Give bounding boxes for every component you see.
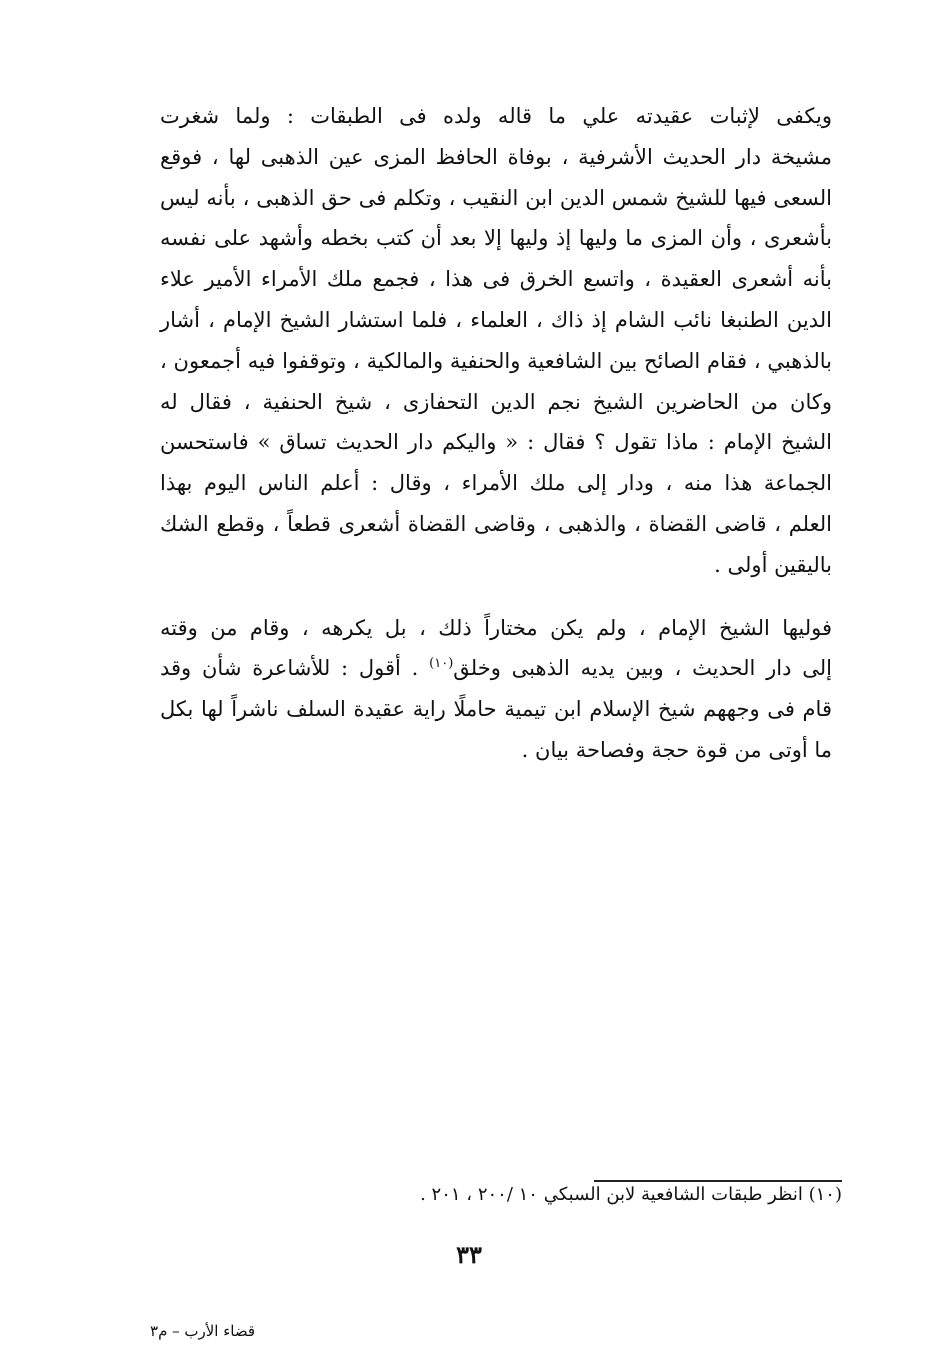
text-line: الجماعة هذا منه ، ودار إلى ملك الأمراء ، وقال : أعلم الناس اليوم بهذا xyxy=(160,471,832,496)
footnote: (١٠) انظر طبقات الشافعية لابن السبكي ١٠ /٢٠٠ ، ٢٠١ . xyxy=(420,1184,842,1205)
text-segment: إلى دار الحديث ، وبين يديه الذهبى وخلق xyxy=(453,656,832,681)
text-line: قام فى وجههم شيخ الإسلام ابن تيمية حاملًا راية عقيدة السلف ناشراً لها بكل xyxy=(160,697,832,722)
paragraph-1 xyxy=(160,96,832,586)
text-line: بأنه أشعرى العقيدة ، واتسع الخرق فى هذا ، فجمع ملك الأمراء الأمير علاء xyxy=(160,267,832,292)
text-line: مشيخة دار الحديث الأشرفية ، بوفاة الحافظ المزى عين الذهبى لها ، فوقع xyxy=(160,144,832,169)
text-line: وكان من الحاضرين الشيخ نجم الدين التحفازى ، شيخ الحنفية ، فقال له xyxy=(160,389,832,414)
text-line: ويكفى لإثبات عقيدته علي ما قاله ولده فى الطبقات : ولما شغرت xyxy=(160,104,832,128)
text-line: العلم ، قاضى القضاة ، والذهبى ، وقاضى القضاة أشعرى قطعاً ، وقطع الشك xyxy=(160,511,832,536)
text-line-with-note: إلى دار الحديث ، وبين يديه الذهبى وخلق$^{(١٠)}$ . أقول : للأشاعرة شأن وقد xyxy=(160,656,832,681)
text-line: باليقين أولى . xyxy=(714,552,832,577)
main-text xyxy=(160,96,832,771)
text-line: بأشعرى ، وأن المزى ما وليها إذ وليها إلا بعد أن كتب بخطه وأشهد على نفسه xyxy=(160,226,832,251)
signature-mark: قضاء الأرب – م٣ xyxy=(150,1322,256,1340)
paragraph-2 xyxy=(160,608,832,771)
text-line: السعى فيها للشيخ شمس الدين ابن النقيب ، وتكلم فى حق الذهبى ، بأنه ليس xyxy=(160,185,832,210)
text-line: ما أوتى من قوة حجة وفصاحة بيان . xyxy=(521,737,832,762)
text-line: فوليها الشيخ الإمام ، ولم يكن مختاراً ذلك ، بل يكرهه ، وقام من وقته xyxy=(160,615,832,640)
text-line: الشيخ الإمام : ماذا تقول ؟ فقال : « واليكم دار الحديث تساق » فاستحسن xyxy=(160,430,832,455)
page-number: ٣٣ xyxy=(456,1240,482,1269)
text-segment: أقول : للأشاعرة شأن وقد xyxy=(160,656,401,681)
footnote-reference[interactable]: (١٠) xyxy=(429,656,454,672)
text-line: الدين الطنبغا نائب الشام إذ ذاك ، العلماء ، فلما استشار الشيخ الإمام ، أشار xyxy=(160,307,832,332)
text-line: بالذهبي ، فقام الصائح بين الشافعية والحنفية والمالكية ، وتوقفوا فيه أجمعون ، xyxy=(160,348,832,373)
